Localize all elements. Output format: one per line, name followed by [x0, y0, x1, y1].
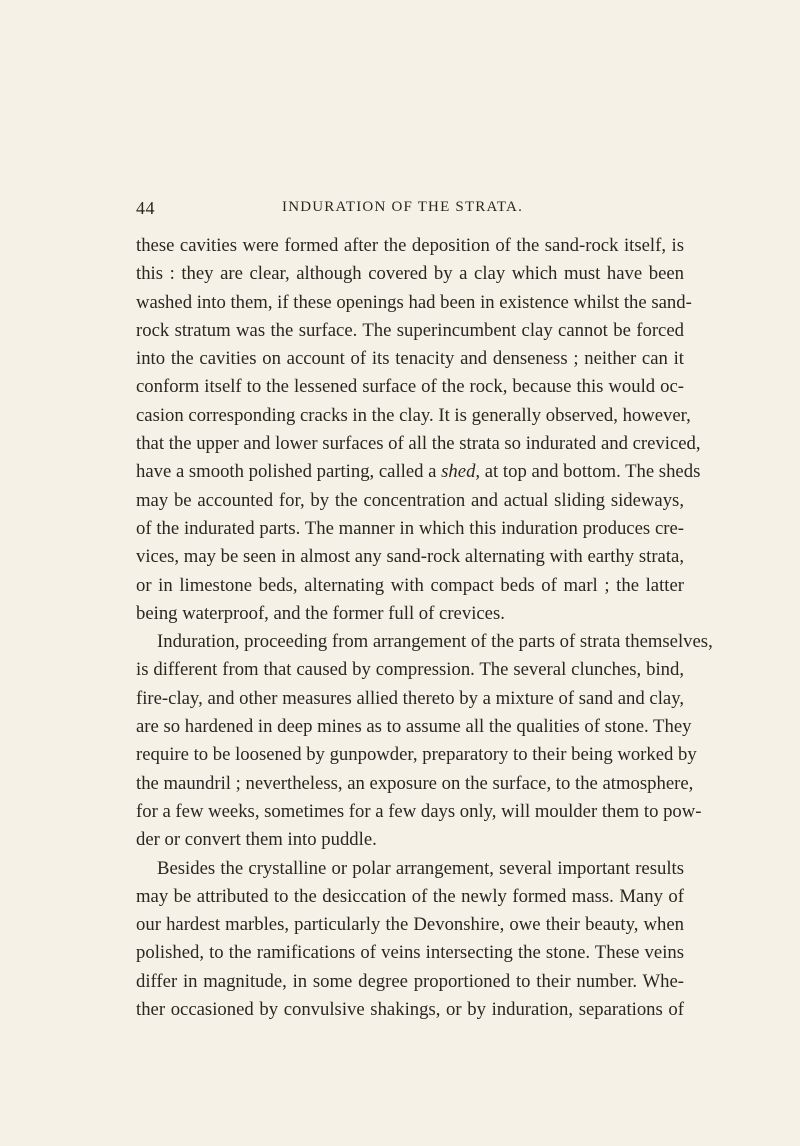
text-line: this : they are clear, although covered by a clay which must have been — [136, 263, 684, 285]
text-line: may be accounted for, by the concentration and actual sliding sideways, — [136, 489, 684, 511]
text-line — [136, 458, 701, 486]
text-line: washed into them, if these openings had been in existence whilst the sand- — [136, 291, 692, 313]
body-text — [136, 232, 713, 1024]
text-line: der or convert them into puddle. — [136, 829, 377, 851]
text-line: that the upper and lower surfaces of all the strata so indurated and creviced, — [136, 433, 701, 455]
text-line: ther occasioned by convulsive shakings, or by induration, separations of — [136, 999, 684, 1021]
text-line: is different from that caused by compression. The several clunches, bind, — [136, 659, 684, 681]
text-line: casion corresponding cracks in the clay. It is generally observed, however, — [136, 404, 691, 426]
text-line: these cavities were formed after the deposition of the sand-rock itself, is — [136, 235, 684, 256]
text-line: of the indurated parts. The manner in which this induration produces cre- — [136, 517, 684, 539]
running-title: INDURATION OF THE STRATA. — [282, 199, 524, 215]
italic-term: shed, — [441, 461, 481, 483]
text-line: Besides the crystalline or polar arrangement, several important results — [157, 857, 684, 879]
text-line: into the cavities on account of its tenacity and denseness ; neither can it — [136, 348, 684, 370]
text-line: fire-clay, and other measures allied thereto by a mixture of sand and clay, — [136, 687, 684, 709]
text-line: require to be loosened by gunpowder, preparatory to their being worked by — [136, 744, 697, 766]
text-segment: have a smooth polished parting, called a — [136, 461, 442, 483]
text-line: polished, to the ramifications of veins intersecting the stone. These veins — [136, 942, 684, 964]
page-number: 44 — [136, 198, 155, 218]
text-line: are so hardened in deep mines as to assume all the qualities of stone. They — [136, 716, 692, 738]
text-line: our hardest marbles, particularly the Devonshire, owe their beauty, when — [136, 914, 684, 936]
text-segment: at top and bottom. The sheds — [480, 461, 701, 483]
text-line: vices, may be seen in almost any sand-rock alternating with earthy strata, — [136, 546, 684, 568]
text-line: Induration, proceeding from arrangement of the parts of strata themselves, — [157, 631, 713, 653]
text-line: being waterproof, and the former full of crevices. — [136, 602, 505, 624]
text-line: the maundril ; nevertheless, an exposure on the surface, to the atmosphere, — [136, 772, 694, 794]
text-line: or in limestone beds, alternating with compact beds of marl ; the latter — [136, 574, 684, 596]
text-line: for a few weeks, sometimes for a few days only, will moulder them to pow- — [136, 800, 702, 822]
text-line: rock stratum was the surface. The superincumbent clay cannot be forced — [136, 319, 684, 341]
text-line: may be attributed to the desiccation of the newly formed mass. Many of — [136, 885, 684, 907]
running-head — [136, 198, 684, 222]
text-line: conform itself to the lessened surface of the rock, because this would oc- — [136, 376, 684, 398]
text-line: differ in magnitude, in some degree proportioned to their number. Whe- — [136, 970, 684, 992]
